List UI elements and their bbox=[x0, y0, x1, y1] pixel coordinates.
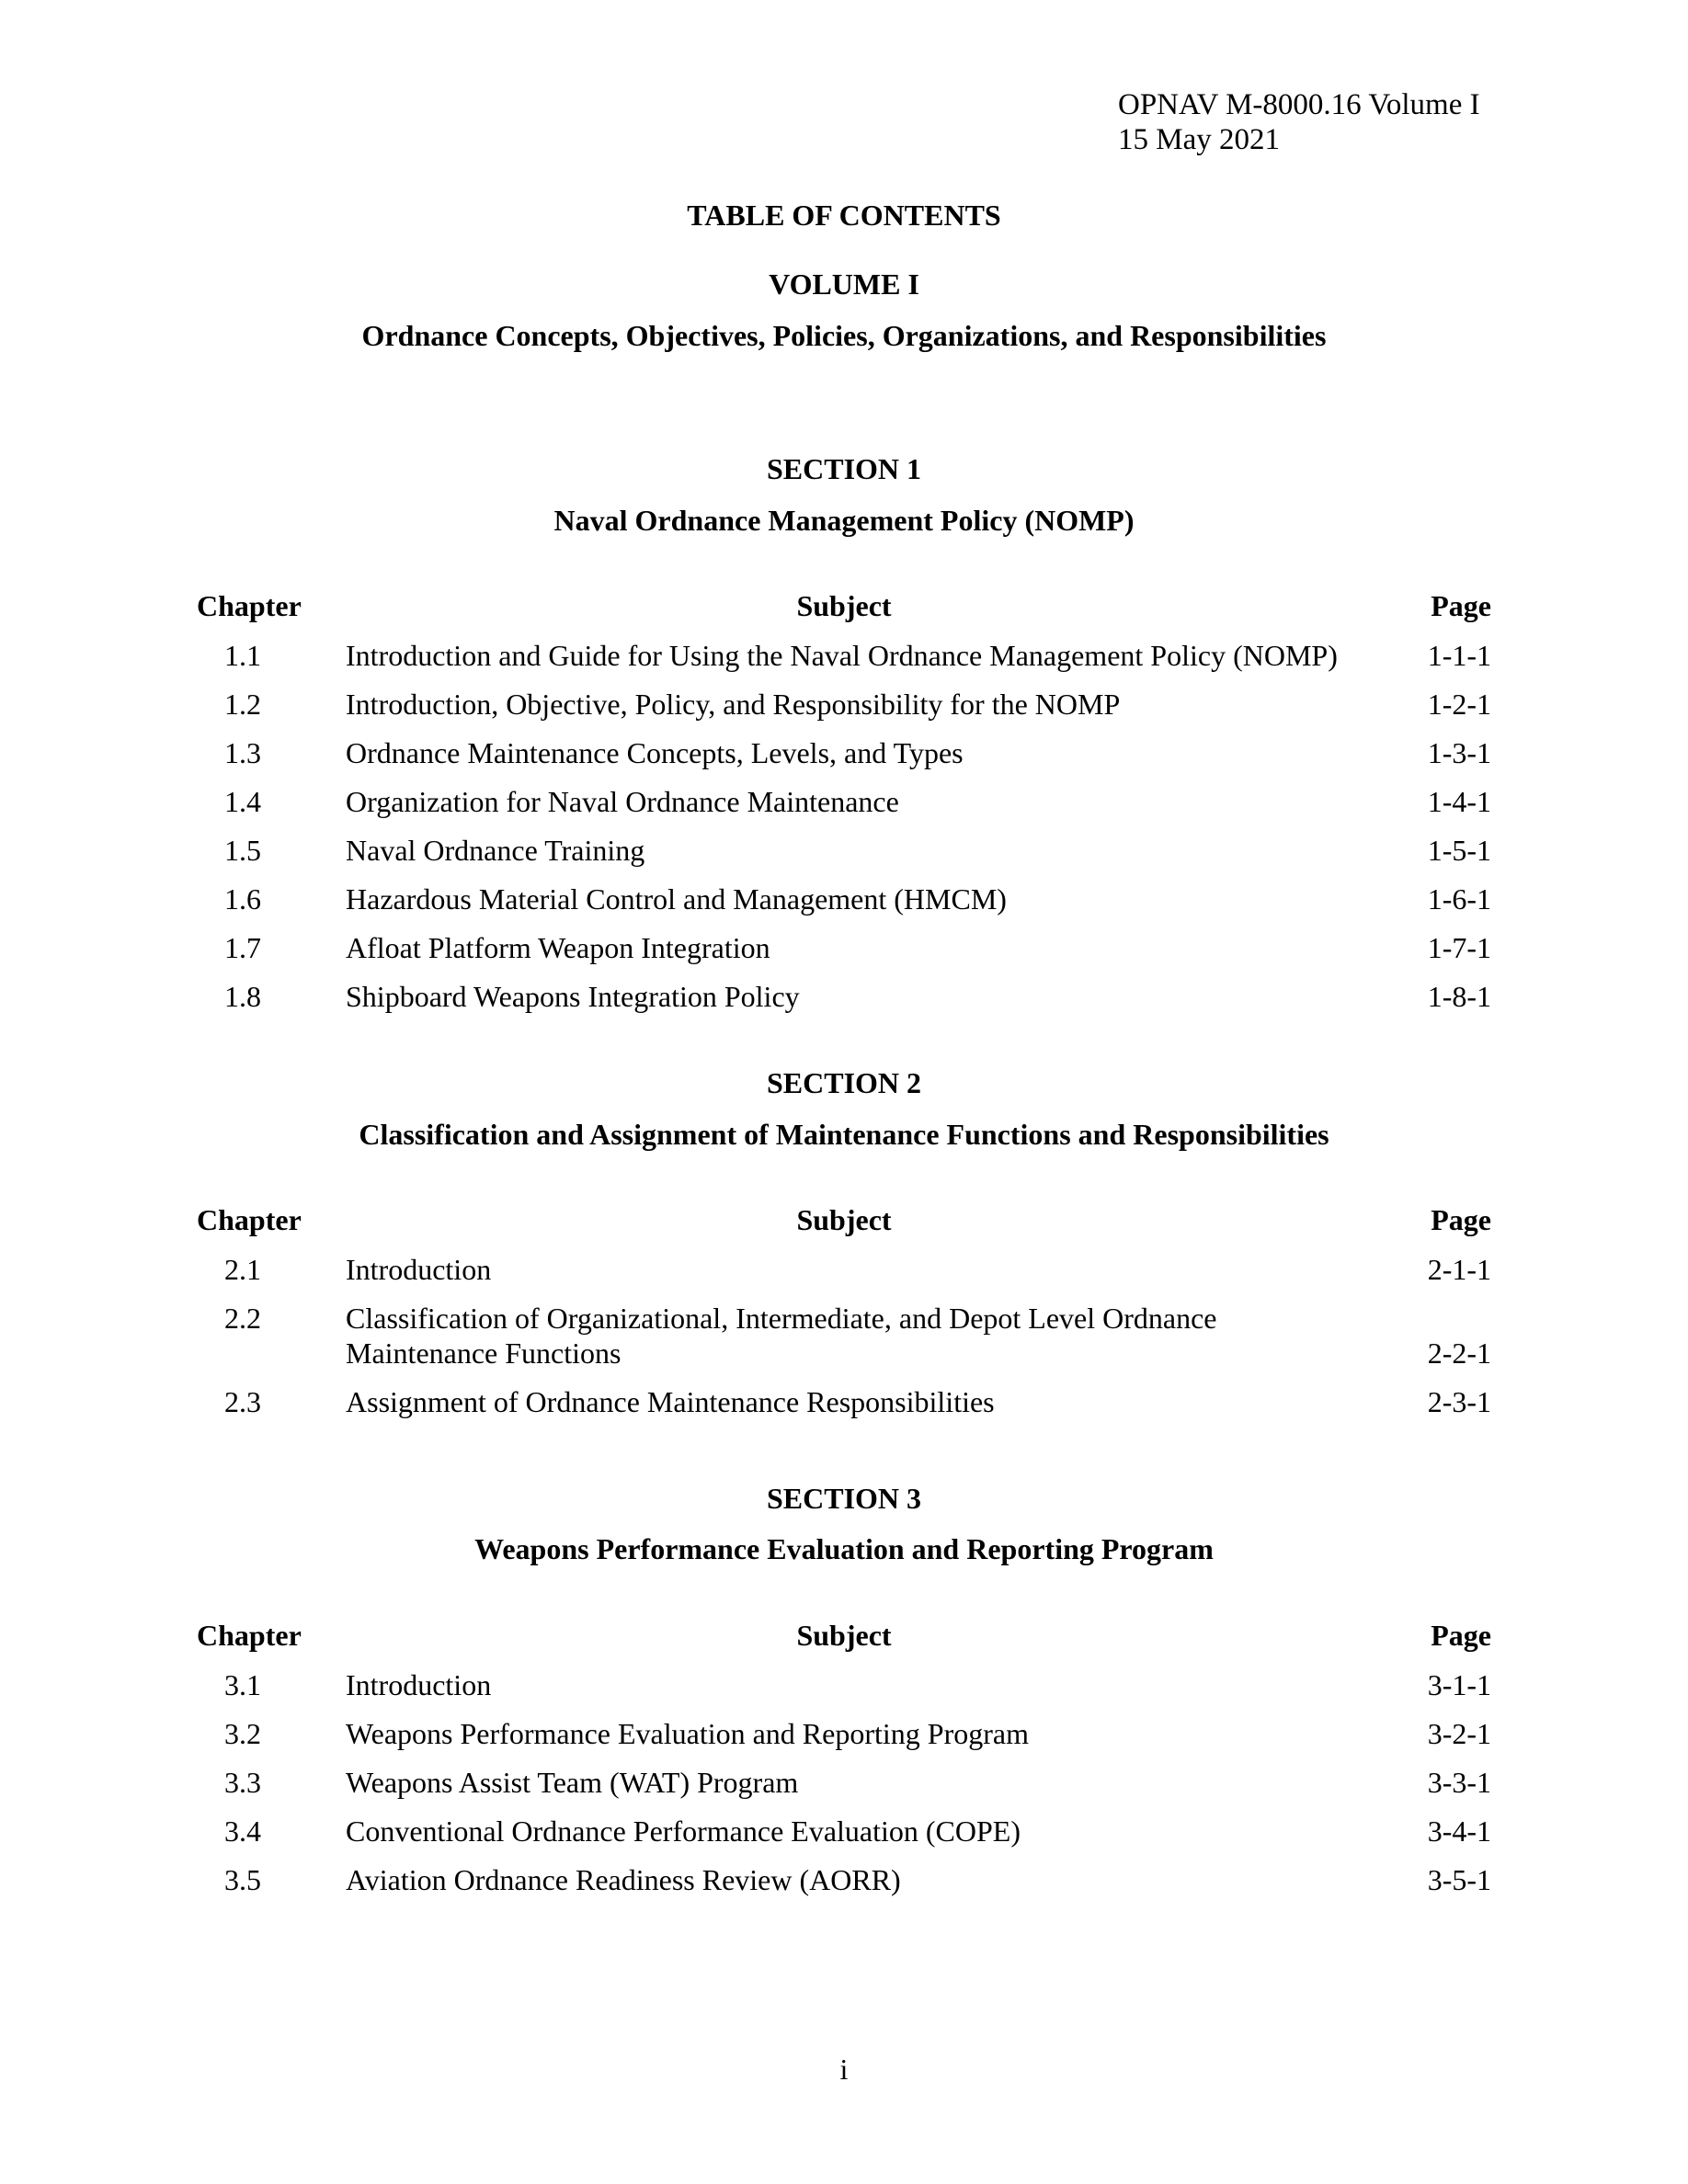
document-date: 15 May 2021 bbox=[1118, 123, 1280, 156]
section-2-title: Classification and Assignment of Maintenance Functions and Responsibilities bbox=[359, 1118, 1329, 1151]
chapter-page: 3-3-1 bbox=[1427, 1766, 1491, 1799]
chapter-column-header: Chapter bbox=[197, 1203, 302, 1236]
chapter-subject: Weapons Assist Team (WAT) Program bbox=[346, 1766, 799, 1799]
subject-column-header: Subject bbox=[796, 1203, 892, 1236]
section-1-title: Naval Ordnance Management Policy (NOMP) bbox=[553, 504, 1135, 537]
toc-entry[interactable] bbox=[197, 1862, 1491, 1911]
toc-entry[interactable] bbox=[197, 930, 1491, 979]
toc-entry[interactable] bbox=[197, 1667, 1491, 1716]
page-column-header: Page bbox=[1431, 589, 1491, 622]
chapter-number: 3.2 bbox=[224, 1717, 261, 1750]
chapter-number: 3.5 bbox=[224, 1863, 261, 1896]
chapter-number: 1.8 bbox=[224, 980, 261, 1013]
chapter-subject: Aviation Ordnance Readiness Review (AORR) bbox=[346, 1863, 901, 1896]
chapter-column-header: Chapter bbox=[197, 589, 302, 622]
section-2-table bbox=[197, 1203, 1491, 1433]
chapter-subject: Conventional Ordnance Performance Evaluation (COPE) bbox=[346, 1814, 1021, 1848]
chapter-page: 2-1-1 bbox=[1427, 1253, 1491, 1286]
toc-entry[interactable] bbox=[197, 1384, 1491, 1433]
chapter-number: 1.7 bbox=[224, 931, 261, 964]
chapter-subject: Naval Ordnance Training bbox=[346, 834, 645, 867]
section-3-table bbox=[197, 1619, 1491, 1911]
chapter-page: 1-1-1 bbox=[1427, 639, 1491, 672]
document-reference bbox=[1118, 87, 1480, 157]
chapter-subject: Shipboard Weapons Integration Policy bbox=[346, 980, 800, 1013]
document-id: OPNAV M-8000.16 Volume I bbox=[1118, 88, 1480, 121]
volume-title: Ordnance Concepts, Objectives, Policies, Organizations, and Responsibilities bbox=[361, 319, 1327, 352]
chapter-number: 1.5 bbox=[224, 834, 261, 867]
chapter-number: 3.1 bbox=[224, 1668, 261, 1701]
toc-entry[interactable] bbox=[197, 1252, 1491, 1301]
chapter-number: 1.4 bbox=[224, 785, 261, 818]
chapter-number: 1.6 bbox=[224, 882, 261, 916]
toc-entry[interactable] bbox=[197, 638, 1491, 687]
toc-entry[interactable] bbox=[197, 979, 1491, 1028]
toc-title: TABLE OF CONTENTS bbox=[687, 199, 1001, 232]
toc-entry[interactable] bbox=[197, 1301, 1491, 1384]
chapter-page: 3-1-1 bbox=[1427, 1668, 1491, 1701]
toc-entry[interactable] bbox=[197, 1814, 1491, 1862]
chapter-page: 1-7-1 bbox=[1427, 931, 1491, 964]
section-1-table bbox=[197, 589, 1491, 1028]
toc-entry[interactable] bbox=[197, 833, 1491, 882]
chapter-subject: Hazardous Material Control and Management (HMCM) bbox=[346, 882, 1007, 916]
chapter-subject: Afloat Platform Weapon Integration bbox=[346, 931, 770, 964]
chapter-number: 1.2 bbox=[224, 688, 261, 721]
section-1-label: SECTION 1 bbox=[766, 452, 922, 485]
toc-entry[interactable] bbox=[197, 784, 1491, 833]
chapter-number: 2.2 bbox=[224, 1302, 261, 1335]
chapter-page: 3-2-1 bbox=[1427, 1717, 1491, 1750]
chapter-subject: Introduction and Guide for Using the Naval Ordnance Management Policy (NOMP) bbox=[346, 639, 1338, 672]
chapter-page: 3-4-1 bbox=[1427, 1814, 1491, 1848]
chapter-number: 2.3 bbox=[224, 1385, 261, 1418]
chapter-subject: Assignment of Ordnance Maintenance Responsibilities bbox=[346, 1385, 995, 1418]
chapter-subject: Introduction, Objective, Policy, and Responsibility for the NOMP bbox=[346, 688, 1121, 721]
chapter-page: 1-2-1 bbox=[1427, 688, 1491, 721]
toc-entry[interactable] bbox=[197, 1716, 1491, 1765]
chapter-page: 1-3-1 bbox=[1427, 736, 1491, 769]
section-3-title: Weapons Performance Evaluation and Reporting Program bbox=[474, 1532, 1214, 1565]
chapter-number: 1.1 bbox=[224, 639, 261, 672]
toc-entry[interactable] bbox=[197, 882, 1491, 930]
chapter-page: 2-3-1 bbox=[1427, 1385, 1491, 1418]
toc-entry[interactable] bbox=[197, 735, 1491, 784]
chapter-number: 3.4 bbox=[224, 1814, 261, 1848]
page-column-header: Page bbox=[1431, 1619, 1491, 1652]
page-number: i bbox=[839, 2053, 849, 2086]
section-2-label: SECTION 2 bbox=[766, 1066, 922, 1099]
chapter-number: 2.1 bbox=[224, 1253, 261, 1286]
volume-label: VOLUME I bbox=[769, 267, 919, 301]
chapter-page: 1-8-1 bbox=[1427, 980, 1491, 1013]
chapter-subject: Weapons Performance Evaluation and Reporting Program bbox=[346, 1717, 1029, 1750]
subject-column-header: Subject bbox=[796, 589, 892, 622]
chapter-page: 1-6-1 bbox=[1427, 882, 1491, 916]
chapter-column-header: Chapter bbox=[197, 1619, 302, 1652]
toc-entry[interactable] bbox=[197, 687, 1491, 735]
chapter-page: 1-5-1 bbox=[1427, 834, 1491, 867]
chapter-number: 3.3 bbox=[224, 1766, 261, 1799]
chapter-page: 3-5-1 bbox=[1427, 1863, 1491, 1896]
page-column-header: Page bbox=[1431, 1203, 1491, 1236]
section-3-label: SECTION 3 bbox=[766, 1482, 922, 1515]
subject-column-header: Subject bbox=[796, 1619, 892, 1652]
chapter-subject: Introduction bbox=[346, 1668, 492, 1701]
chapter-subject: Classification of Organizational, Intermediate, and Depot Level Ordnance Maintenance Functions bbox=[346, 1302, 1217, 1370]
table-header bbox=[197, 589, 1491, 638]
table-header bbox=[197, 1619, 1491, 1667]
toc-entry[interactable] bbox=[197, 1765, 1491, 1814]
chapter-subject: Introduction bbox=[346, 1253, 492, 1286]
table-header bbox=[197, 1203, 1491, 1252]
chapter-page: 1-4-1 bbox=[1427, 785, 1491, 818]
chapter-subject: Ordnance Maintenance Concepts, Levels, and Types bbox=[346, 736, 964, 769]
chapter-subject: Organization for Naval Ordnance Maintenance bbox=[346, 785, 899, 818]
chapter-number: 1.3 bbox=[224, 736, 261, 769]
chapter-page: 2-2-1 bbox=[1427, 1337, 1491, 1370]
